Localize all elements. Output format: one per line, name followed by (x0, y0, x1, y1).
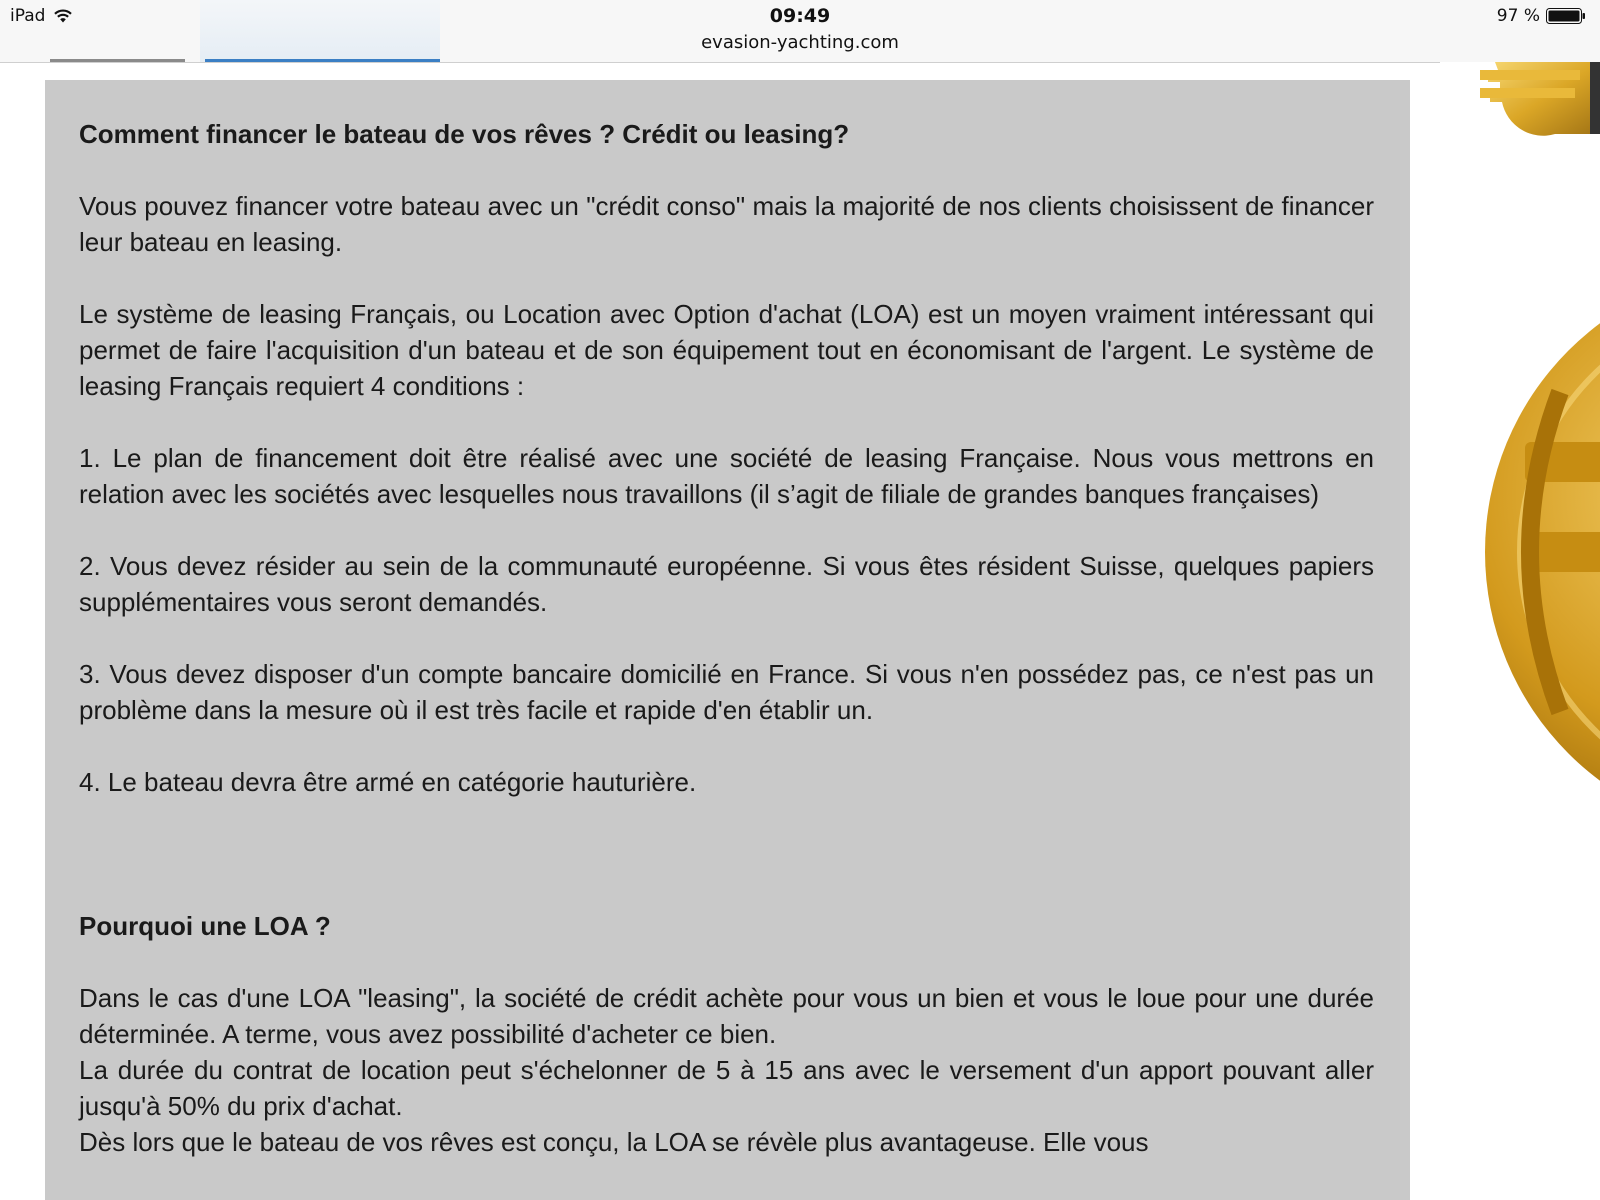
paragraph-contract-duration: La durée du contrat de location peut s'échelonner de 5 à 15 ans avec le versement d'un apport pouvant aller jusqu'à 50% du prix d'achat. (79, 1055, 1374, 1121)
section-heading-why-loa: Pourquoi une LOA ? (79, 911, 331, 941)
article-body (79, 116, 1374, 1160)
paragraph-leasing-system: Le système de leasing Français, ou Location avec Option d'achat (LOA) est un moyen vraiment intéressant qui permet de faire l'acquisition d'un bateau et de son équipement tout en économisant de l'argent. Le système de leasing Français requiert 4 conditions : (79, 299, 1374, 401)
condition-3: 3. Vous devez disposer d'un compte bancaire domicilié en France. Si vous n'en possédez pas, ce n'est pas un problème dans la mesure où il est très facile et rapide d'en établir un. (79, 659, 1374, 725)
paragraph-loa-definition: Dans le cas d'une LOA "leasing", la société de crédit achète pour vous un bien et vous le loue pour une durée déterminée. A terme, vous avez possibilité d'acheter ce bien. (79, 983, 1374, 1049)
paragraph-advantage: Dès lors que le bateau de vos rêves est conçu, la LOA se révèle plus avantageuse. Elle vous (79, 1127, 1149, 1157)
paragraph-intro: Vous pouvez financer votre bateau avec un "crédit conso" mais la majorité de nos clients choisissent de financer leur bateau en leasing. (79, 191, 1374, 257)
section-heading-financing: Comment financer le bateau de vos rêves ? Crédit ou leasing? (79, 119, 850, 149)
device-label: iPad (10, 6, 46, 26)
article-panel (45, 80, 1410, 1200)
condition-2: 2. Vous devez résider au sein de la communauté européenne. Si vous êtes résident Suisse, quelques papiers supplémentaires vous seront demandés. (79, 551, 1374, 617)
page-load-line-left (50, 59, 185, 62)
status-bar (0, 0, 1600, 63)
condition-1: 1. Le plan de financement doit être réalisé avec une société de leasing Française. Nous vous mettrons en relation avec les sociétés avec lesquelles nous travaillons (il s’agit de filiale de grandes banques françaises) (79, 443, 1374, 509)
battery-icon (1546, 8, 1586, 24)
address-bar-url[interactable]: evasion-yachting.com (701, 32, 899, 53)
battery-percent: 97 % (1496, 6, 1540, 26)
side-illustration (1440, 62, 1600, 1200)
clock-time: 09:49 (769, 5, 831, 27)
euro-coin-icon (1440, 62, 1600, 1200)
section-spacer (79, 836, 1374, 908)
condition-4: 4. Le bateau devra être armé en catégorie hauturière. (79, 767, 697, 797)
page-load-line-right (205, 59, 440, 62)
status-right (1497, 6, 1586, 26)
